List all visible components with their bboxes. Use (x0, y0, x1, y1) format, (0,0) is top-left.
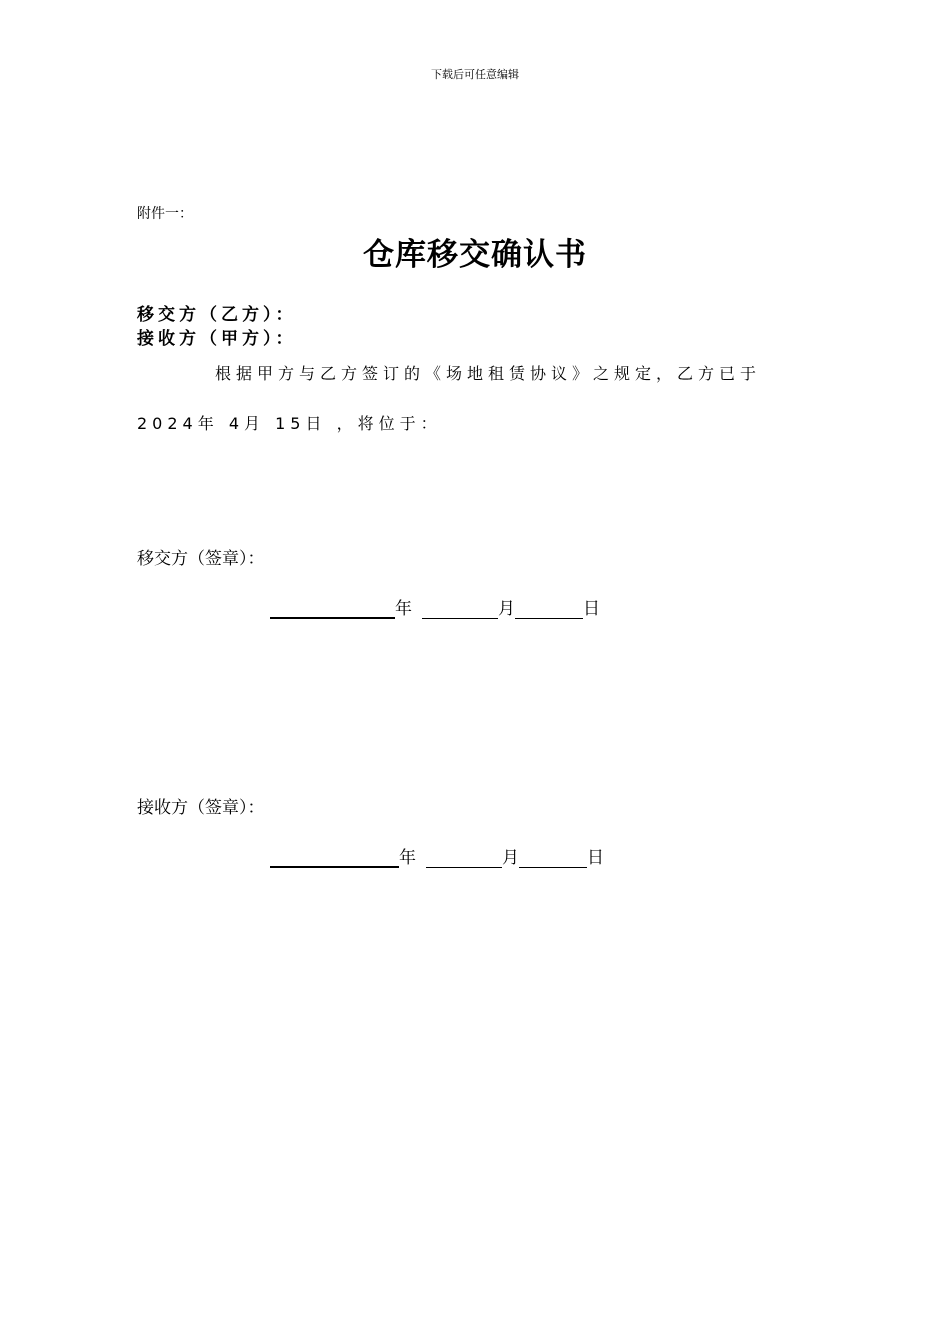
year-unit: 年 (399, 848, 416, 868)
transferor-date-row (270, 594, 600, 619)
transferor-signature-label: 移交方（签章）： (137, 549, 265, 569)
day-blank[interactable] (515, 600, 583, 619)
year-blank[interactable] (270, 848, 399, 868)
day-unit: 日 (587, 848, 604, 868)
day-unit: 日 (583, 599, 600, 619)
month-unit: 月 (502, 848, 519, 868)
body-paragraph-line-2 (137, 411, 442, 434)
month-unit: 月 (244, 414, 266, 433)
year-blank[interactable] (270, 599, 395, 619)
year-unit: 年 (395, 599, 412, 619)
handover-day: 15 (275, 414, 306, 433)
body-paragraph-line-1: 根据甲方与乙方签订的《场地租赁协议》之规定，乙方已于 (215, 364, 762, 383)
location-lead: ，将位于： (336, 414, 442, 433)
document-title: 仓库移交确认书 (363, 237, 587, 273)
receiver-signature-label: 接收方（签章）： (137, 798, 265, 818)
month-unit: 月 (498, 599, 515, 619)
transferor-party-label: 移交方（乙方）： (137, 305, 297, 325)
header-note: 下载后可任意编辑 (431, 68, 519, 81)
month-blank[interactable] (422, 600, 498, 619)
day-blank[interactable] (519, 849, 587, 868)
handover-year: 2024 (137, 414, 198, 433)
receiver-date-row (270, 843, 604, 868)
day-unit: 日 (305, 414, 327, 433)
attachment-label: 附件一： (137, 206, 193, 222)
year-unit: 年 (197, 414, 219, 433)
month-blank[interactable] (426, 849, 502, 868)
handover-month: 4 (228, 414, 245, 433)
receiver-party-label: 接收方（甲方）： (137, 329, 297, 349)
